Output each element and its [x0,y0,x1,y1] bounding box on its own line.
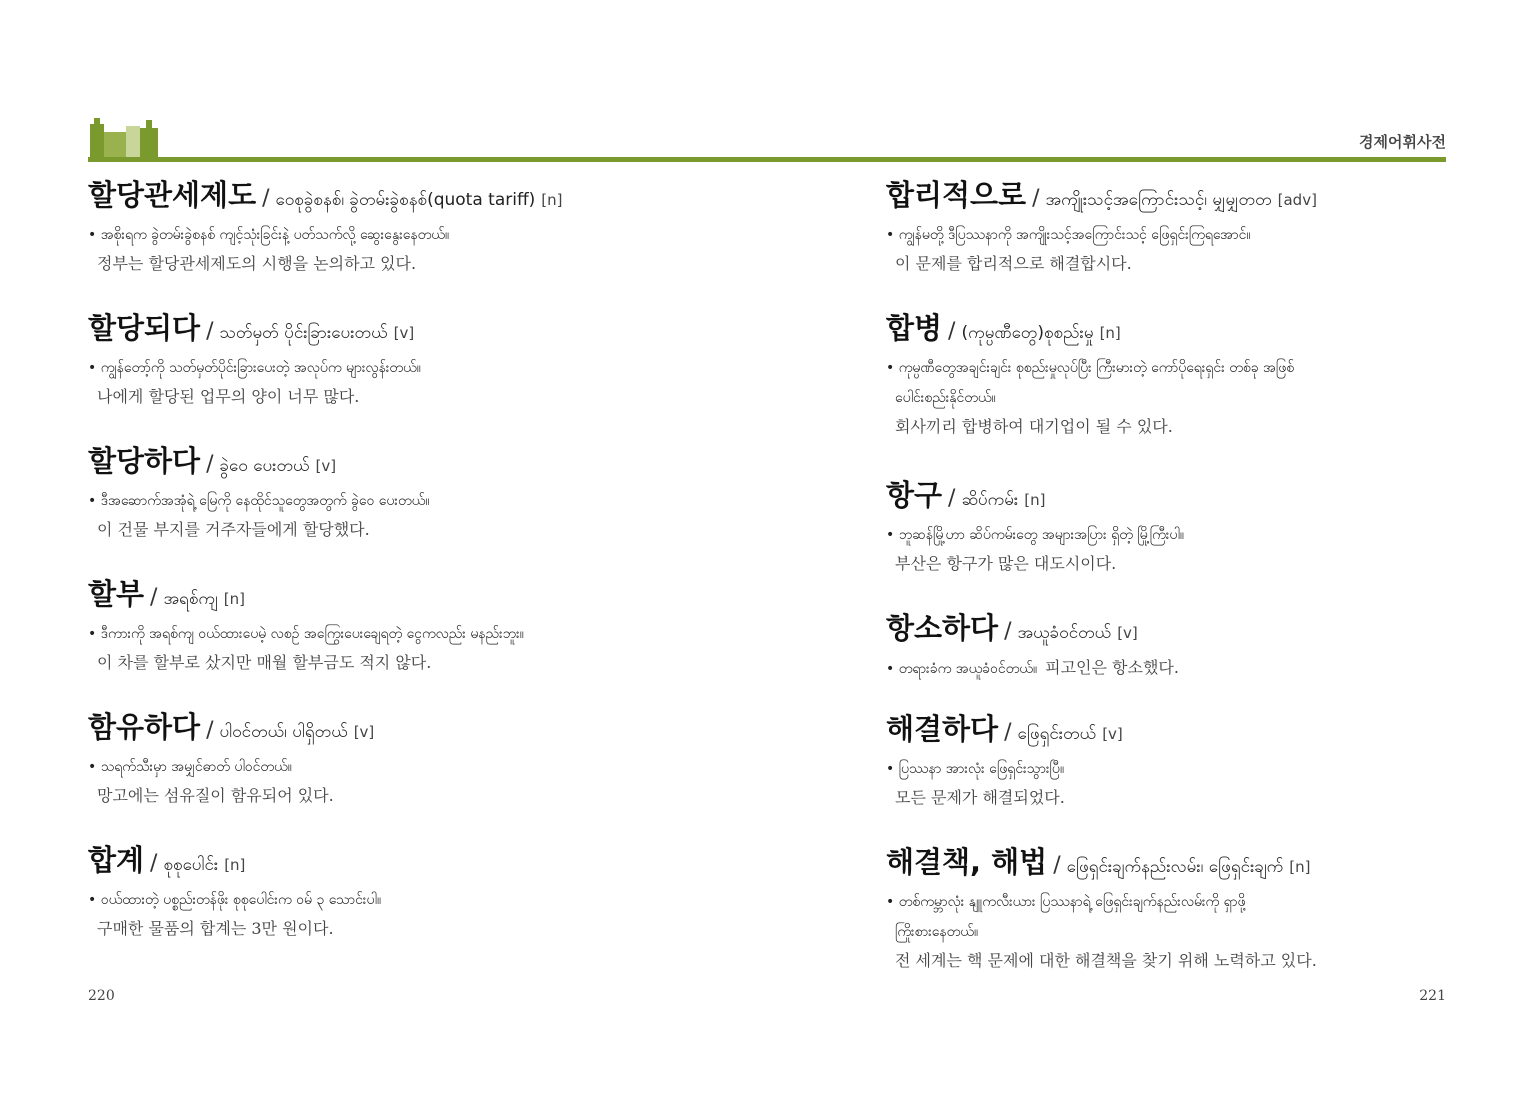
korean-example: 부산은 항구가 많은 대도시이다. [895,554,1117,573]
entry-headline [886,475,1486,515]
entry-headline [886,175,1486,215]
headword: 함유하다 [88,710,201,744]
separator: / [948,319,956,344]
headword: 할당하다 [88,444,201,478]
headword: 해결하다 [886,712,999,746]
korean-example: 구매한 물품의 합계는 3만 원이다. [97,919,334,938]
headword: 할부 [88,577,145,611]
example-sentence: • ကုမ္ပဏီတွေအချင်းချင်း စုစည်းမှုလုပ်ပြီး ကြီးမားတဲ့ ကော်ပိုရေးရှင်း တစ်ခု အဖြစ် [886,360,1295,376]
page-number-left: 220 [88,988,115,1004]
separator: / [150,585,158,610]
dictionary-entry [886,842,1486,975]
example-sentence: • ဒီကားကို အရစ်ကျ ဝယ်ထားပေမဲ့ လစဉ် အကြွေးပေးချေရတဲ့ ငွေကလည်း မနည်းဘူး။ [88,626,524,642]
entry-headline [886,842,1486,882]
example-sentence-continued: ပေါင်းစည်းနိုင်တယ်။ [895,390,996,406]
example-sentence: • တစ်ကမ္ဘာလုံး နျူကလီးယား ပြဿနာရဲ့ ဖြေရှင်းချက်နည်းလမ်းကို ရှာဖို့ [886,894,1246,910]
entry-headline [886,608,1486,648]
part-of-speech: [v] [315,457,337,475]
korean-example: 이 건물 부지를 거주자들에게 할당했다. [97,520,370,539]
example-text: • တရားခံက အယူခံဝင်တယ်။ [886,661,1038,677]
example-sentence: • ကျွန်မတို့ ဒီပြဿနာကို အကျိုးသင့်အကြောင်းသင့် ဖြေရှင်းကြရအောင်။ [886,227,1251,243]
part-of-speech: [v] [1102,725,1123,743]
headword: 할당관세제도 [88,178,257,212]
entry-headline [88,175,768,215]
entry-headline [886,709,1486,749]
meaning: ခွဲဝေ ပေးတယ် [219,456,310,476]
dictionary-entry [88,308,768,411]
part-of-speech: [n] [1289,858,1311,876]
part-of-speech: [adv] [1277,191,1317,209]
meaning: ဆိပ်ကမ်း [961,490,1019,510]
part-of-speech: [n] [223,590,245,608]
section-title: 경제어휘사전 [1359,133,1446,151]
separator: / [206,452,214,477]
meaning: ပါဝင်တယ်၊ ပါရှိတယ် [219,722,348,742]
meaning: စုစုပေါင်း [163,855,219,875]
example-sentence: • သရက်သီးမှာ အမျှင်ဓာတ် ပါဝင်တယ်။ [88,759,292,775]
korean-example: 회사끼리 합병하여 대기업이 될 수 있다. [895,417,1173,436]
book-logo-icon [88,118,160,160]
dictionary-entry [88,574,768,677]
separator: / [1032,186,1040,211]
headword: 합리적으로 [886,178,1027,212]
meaning: သတ်မှတ် ပိုင်းခြားပေးတယ် [219,323,388,343]
korean-example: 이 문제를 합리적으로 해결합시다. [895,254,1132,273]
separator: / [262,186,270,211]
example-sentence: • ကျွန်တော့်ကို သတ်မှတ်ပိုင်းခြားပေးတဲ့ အလုပ်က များလွန်းတယ်။ [88,360,421,376]
meaning: အရစ်ကျ [163,589,218,609]
page-number-right: 221 [1419,988,1446,1004]
korean-example: 나에게 할당된 업무의 양이 너무 많다. [97,387,360,406]
meaning: (ကုမ္ပဏီတွေ)စုစည်းမှု [961,323,1094,343]
entry-headline [88,840,768,880]
separator: / [948,486,956,511]
dictionary-entry [886,475,1486,578]
part-of-speech: [v] [353,723,375,741]
separator: / [1053,853,1061,878]
separator: / [150,851,158,876]
example-sentence: • ဒီအဆောက်အအုံရဲ့ မြေကို နေထိုင်သူတွေအတွက် ခွဲဝေ ပေးတယ်။ [88,493,430,509]
headword: 할당되다 [88,311,201,345]
part-of-speech: [v] [1117,624,1138,642]
separator: / [206,718,214,743]
korean-example: 망고에는 섬유질이 함유되어 있다. [97,786,334,805]
part-of-speech: [n] [1099,324,1121,342]
part-of-speech: [n] [541,191,563,209]
headword: 합병 [886,311,943,345]
dictionary-entry [88,707,768,810]
part-of-speech: [n] [224,856,246,874]
part-of-speech: [n] [1024,491,1046,509]
separator: / [206,319,214,344]
example-sentence-continued: ကြိုးစားနေတယ်။ [895,924,979,940]
dictionary-entry [88,840,768,943]
korean-example: 전 세계는 핵 문제에 대한 해결책을 찾기 위해 노력하고 있다. [895,951,1317,970]
dictionary-entry [88,441,768,544]
entry-headline [88,707,768,747]
meaning: ဖြေရှင်းတယ် [1017,724,1097,744]
dictionary-entry [88,175,768,278]
meaning: အကျိုးသင့်အကြောင်းသင့်၊ မျှမျှတတ [1045,190,1272,210]
meaning: ဝေစုခွဲစနစ်၊ ခွဲတမ်းခွဲစနစ်(quota tariff) [275,190,536,210]
dictionary-entry [886,175,1486,278]
korean-example: 피고인은 항소했다. [1045,658,1179,677]
part-of-speech: [v] [393,324,415,342]
separator: / [1004,720,1012,745]
example-sentence: • အစိုးရက ခွဲတမ်းခွဲစနစ် ကျင့်သုံးခြင်းနဲ့ ပတ်သက်လို့ ဆွေးနွေးနေတယ်။ [88,227,450,243]
header-rule [88,157,1446,162]
example-sentence: • ဝယ်ထားတဲ့ ပစ္စည်းတန်ဖိုး စုစုပေါင်းက ဝမ် ၃ သောင်းပါ။ [88,892,382,908]
meaning: အယူခံဝင်တယ် [1017,623,1112,643]
example-sentence: • ပြဿနာ အားလုံး ဖြေရှင်းသွားပြီ။ [886,761,1065,777]
headword: 해결책, 해법 [886,845,1048,879]
dictionary-entry [886,608,1486,684]
entry-headline [88,308,768,348]
korean-example: 모든 문제가 해결되었다. [895,788,1065,807]
dictionary-entry [886,709,1486,812]
example-sentence: • ဘူဆန်မြို့ဟာ ဆိပ်ကမ်းတွေ အများအပြား ရှိတဲ့ မြို့ကြီးပါ။ [886,527,1185,543]
entry-headline [886,308,1486,348]
dictionary-entry [886,308,1486,441]
korean-example: 정부는 할당관세제도의 시행을 논의하고 있다. [97,254,417,273]
example-sentence [886,653,1486,684]
headword: 합계 [88,843,145,877]
headword: 항소하다 [886,611,999,645]
entry-headline [88,574,768,614]
entry-headline [88,441,768,481]
meaning: ဖြေရှင်းချက်နည်းလမ်း၊ ဖြေရှင်းချက် [1066,857,1284,877]
korean-example: 이 차를 할부로 샀지만 매월 할부금도 적지 않다. [97,653,432,672]
headword: 항구 [886,478,943,512]
separator: / [1004,619,1012,644]
